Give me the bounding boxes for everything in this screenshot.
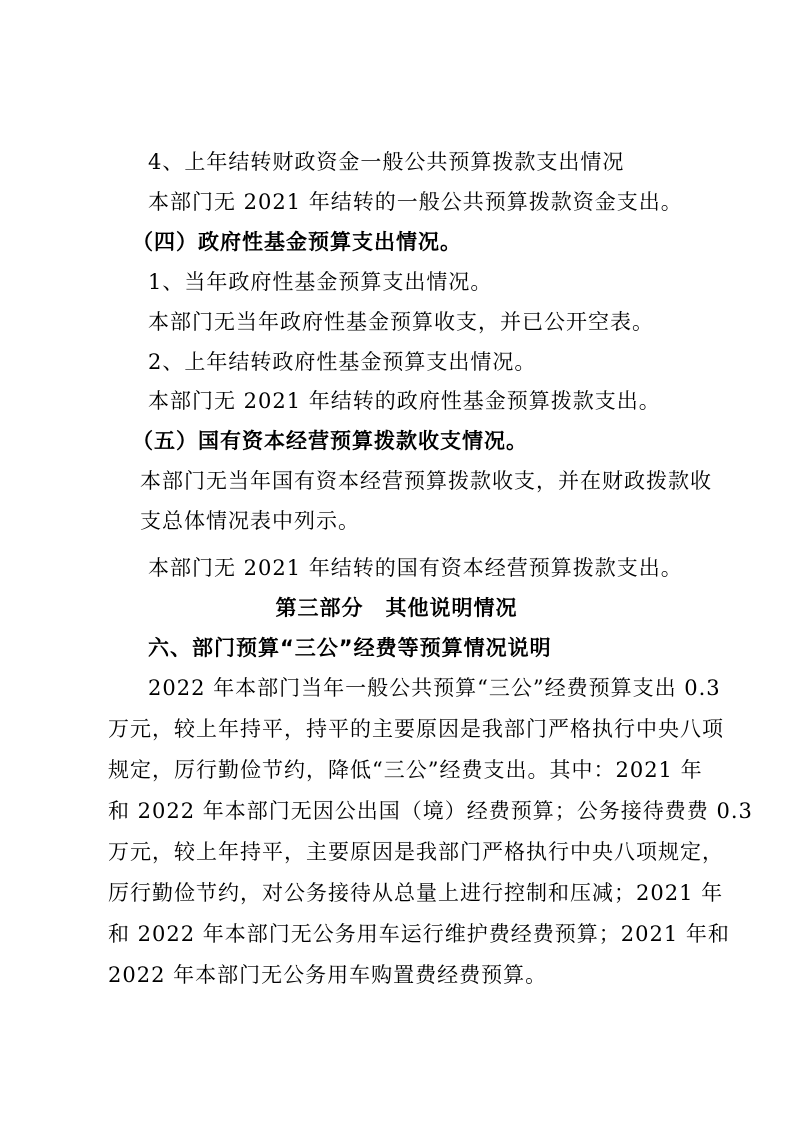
state-capital-body-2: 本部门无 2021 年结转的国有资本经营预算拨款支出。: [148, 556, 683, 580]
part-3-subheading: 六、部门预算“三公”经费等预算情况说明: [148, 636, 552, 660]
three-costs-para-line: 2022 年本部门无公务用车购置费经费预算。: [108, 963, 548, 987]
item-4-title: 4、上年结转财政资金一般公共预算拨款支出情况: [148, 150, 625, 174]
gov-fund-item-2-title: 2、上年结转政府性基金预算支出情况。: [148, 350, 537, 374]
three-costs-para-line: 万元，较上年持平，主要原因是我部门严格执行中央八项规定，: [108, 840, 724, 864]
part-3-title: 第三部分 其他说明情况: [275, 596, 518, 620]
state-capital-body-line-2: 支总体情况表中列示。: [140, 509, 360, 533]
state-capital-heading: （五）国有资本经营预算拨款收支情况。: [132, 429, 528, 453]
gov-fund-item-1-body: 本部门无当年政府性基金预算收支，并已公开空表。: [148, 310, 654, 334]
three-costs-para-line: 2022 年本部门当年一般公共预算“三公”经费预算支出 0.3: [148, 676, 721, 700]
gov-fund-item-1-title: 1、当年政府性基金预算支出情况。: [148, 270, 493, 294]
three-costs-para-line: 和 2022 年本部门无因公出国（境）经费预算；公务接待费费 0.3: [108, 799, 753, 823]
three-costs-para-line: 万元，较上年持平，持平的主要原因是我部门严格执行中央八项: [108, 717, 724, 741]
gov-fund-heading: （四）政府性基金预算支出情况。: [132, 230, 462, 254]
state-capital-body-line-1: 本部门无当年国有资本经营预算拨款收支，并在财政拨款收: [140, 469, 712, 493]
gov-fund-item-2-body: 本部门无 2021 年结转的政府性基金预算拨款支出。: [148, 389, 661, 413]
three-costs-para-line: 和 2022 年本部门无公务用车运行维护费经费预算；2021 年和: [108, 922, 730, 946]
item-4-body: 本部门无 2021 年结转的一般公共预算拨款资金支出。: [148, 190, 683, 214]
three-costs-para-line: 厉行勤俭节约，对公务接待从总量上进行控制和压减；2021 年: [108, 881, 724, 905]
three-costs-para-line: 规定，厉行勤俭节约，降低“三公”经费支出。其中：2021 年: [108, 758, 703, 782]
